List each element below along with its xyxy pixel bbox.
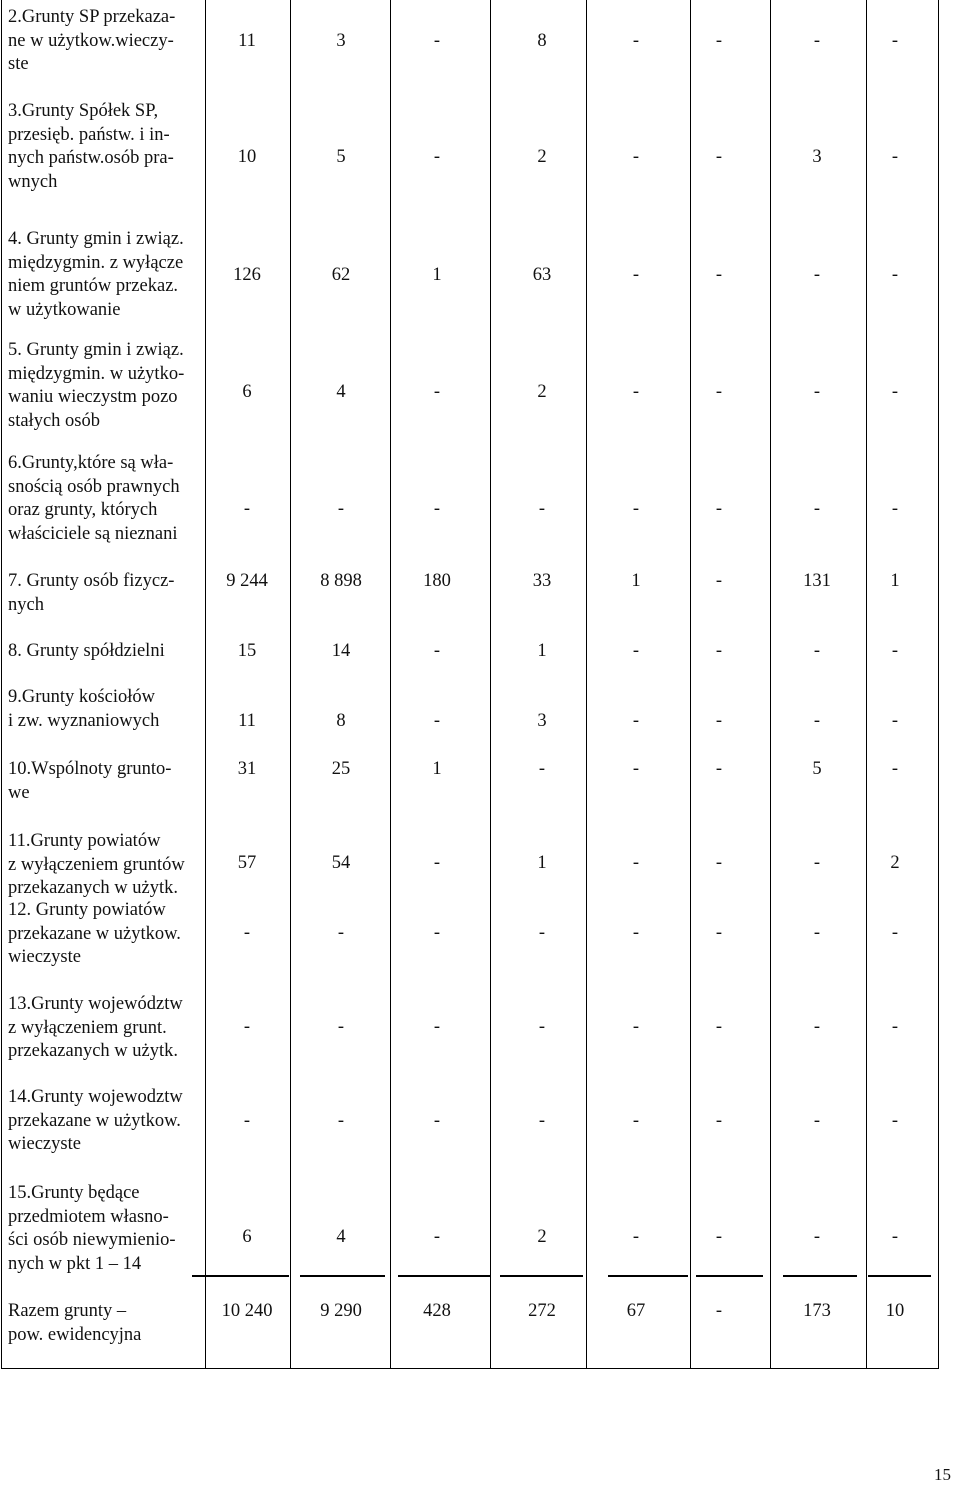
row-label: 7. Grunty osób fizycz- nych — [8, 571, 175, 615]
table-cell: 6 — [242, 382, 252, 402]
table-cell: 2 — [537, 382, 547, 402]
total-cell: 10 240 — [221, 1301, 273, 1321]
table-cell: - — [715, 499, 723, 519]
table-cell: - — [715, 382, 723, 402]
table-cell: - — [813, 1227, 821, 1247]
table-cell: 1 — [537, 641, 547, 661]
table-cell: - — [433, 853, 441, 873]
table-cell: - — [715, 759, 723, 779]
table-column-rule — [690, 0, 691, 1368]
total-cell: 173 — [803, 1301, 831, 1321]
table-cell: - — [715, 923, 723, 943]
table-cell: - — [715, 1017, 723, 1037]
sum-underline — [192, 1275, 289, 1277]
table-column-rule — [866, 0, 867, 1368]
table-cell: 57 — [237, 853, 257, 873]
table-bottom-border — [1, 1368, 939, 1369]
table-cell: - — [813, 499, 821, 519]
table-column-rule — [770, 0, 771, 1368]
table-cell: - — [433, 1017, 441, 1037]
table-cell: - — [337, 499, 345, 519]
table-cell: 10 — [237, 147, 257, 167]
row-label: 4. Grunty gmin i związ. międzygmin. z wyłącze niem gruntów przekaz. w użytkowanie — [8, 229, 184, 320]
total-cell: 10 — [885, 1301, 905, 1321]
table-cell: - — [891, 1227, 899, 1247]
table-cell: - — [243, 1017, 251, 1037]
table-column-rule — [1, 0, 2, 1368]
table-cell: 3 — [537, 711, 547, 731]
table-cell: 1 — [432, 265, 442, 285]
page-number: 15 — [934, 1465, 951, 1484]
table-cell: - — [891, 147, 899, 167]
table-column-rule — [938, 0, 939, 1368]
table-column-rule — [290, 0, 291, 1368]
table-cell: 1 — [432, 759, 442, 779]
table-cell: 1 — [537, 853, 547, 873]
table-cell: 4 — [336, 382, 346, 402]
row-label: 8. Grunty spółdzielni — [8, 641, 165, 661]
table-cell: 11 — [238, 31, 256, 51]
table-cell: - — [243, 1111, 251, 1131]
table-cell: - — [891, 499, 899, 519]
table-cell: 6 — [242, 1227, 252, 1247]
sum-underline — [300, 1275, 385, 1277]
row-label: 14.Grunty wojewodztw przekazane w użytkow. wieczyste — [8, 1087, 183, 1154]
table-cell: - — [891, 265, 899, 285]
row-label: 9.Grunty kościołów i zw. wyznaniowych — [8, 687, 160, 731]
table-cell: - — [433, 1227, 441, 1247]
table-column-rule — [390, 0, 391, 1368]
table-cell: 11 — [238, 711, 256, 731]
row-label: 11.Grunty powiatów z wyłączeniem gruntów przekazanych w użytk. — [8, 831, 185, 898]
table-cell: - — [813, 923, 821, 943]
sum-underline — [868, 1275, 931, 1277]
table-cell: - — [715, 147, 723, 167]
row-label: 13.Grunty województw z wyłączeniem grunt. przekazanych w użytk. — [8, 994, 183, 1061]
table-cell: - — [632, 499, 640, 519]
table-cell: - — [243, 923, 251, 943]
table-cell: - — [538, 499, 546, 519]
table-cell: 14 — [331, 641, 351, 661]
table-cell: - — [632, 1111, 640, 1131]
total-row-label: Razem grunty – pow. ewidencyjna — [8, 1301, 142, 1345]
table-cell: - — [337, 1111, 345, 1131]
total-cell: 272 — [528, 1301, 556, 1321]
row-label: 15.Grunty będące przedmiotem własno- ści osób niewymienio- nych w pkt 1 – 14 — [8, 1183, 176, 1274]
sum-underline — [608, 1275, 688, 1277]
total-cell: 428 — [423, 1301, 451, 1321]
table-column-rule — [586, 0, 587, 1368]
table-cell: - — [891, 641, 899, 661]
table-cell: - — [433, 147, 441, 167]
table-cell: - — [538, 923, 546, 943]
table-cell: 8 898 — [320, 571, 362, 591]
table-cell: 2 — [537, 1227, 547, 1247]
sum-underline — [783, 1275, 857, 1277]
table-cell: 3 — [336, 31, 346, 51]
sum-underline — [398, 1275, 490, 1277]
table-cell: 4 — [336, 1227, 346, 1247]
table-cell: - — [813, 1111, 821, 1131]
table-cell: - — [715, 641, 723, 661]
table-cell: - — [813, 711, 821, 731]
table-cell: 126 — [233, 265, 261, 285]
table-cell: - — [715, 1111, 723, 1131]
table-cell: - — [813, 265, 821, 285]
row-label: 5. Grunty gmin i związ. międzygmin. w użytko- waniu wieczystm pozo stałych osób — [8, 340, 185, 431]
table-cell: - — [433, 923, 441, 943]
table-cell: - — [891, 759, 899, 779]
table-cell: - — [632, 1227, 640, 1247]
total-cell: 67 — [626, 1301, 646, 1321]
table-cell: - — [433, 1111, 441, 1131]
table-cell: - — [715, 571, 723, 591]
table-cell: - — [632, 31, 640, 51]
table-cell: 15 — [237, 641, 257, 661]
table-cell: - — [891, 382, 899, 402]
table-cell: 8 — [537, 31, 547, 51]
table-cell: - — [538, 1017, 546, 1037]
table-cell: 33 — [532, 571, 552, 591]
table-cell: 131 — [803, 571, 831, 591]
table-cell: 5 — [336, 147, 346, 167]
table-cell: - — [813, 1017, 821, 1037]
table-cell: - — [538, 1111, 546, 1131]
table-cell: 9 244 — [226, 571, 268, 591]
table-cell: - — [632, 265, 640, 285]
table-cell: - — [632, 1017, 640, 1037]
table-cell: - — [632, 711, 640, 731]
table-cell: - — [891, 1111, 899, 1131]
table-column-rule — [490, 0, 491, 1368]
table-cell: - — [243, 499, 251, 519]
table-cell: - — [433, 382, 441, 402]
table-cell: - — [433, 711, 441, 731]
table-cell: 180 — [423, 571, 451, 591]
sum-underline — [696, 1275, 763, 1277]
total-cell: - — [715, 1301, 723, 1321]
table-cell: - — [813, 853, 821, 873]
sum-underline — [500, 1275, 583, 1277]
table-cell: - — [891, 923, 899, 943]
table-cell: - — [891, 1017, 899, 1037]
table-cell: - — [715, 31, 723, 51]
table-cell: - — [632, 923, 640, 943]
table-cell: 2 — [537, 147, 547, 167]
table-cell: - — [632, 382, 640, 402]
row-label: 12. Grunty powiatów przekazane w użytkow. wieczyste — [8, 900, 181, 967]
table-cell: - — [433, 499, 441, 519]
table-cell: - — [632, 641, 640, 661]
table-cell: - — [337, 1017, 345, 1037]
table-column-rule — [205, 0, 206, 1368]
table-cell: - — [632, 147, 640, 167]
table-cell: 8 — [336, 711, 346, 731]
table-cell: - — [632, 853, 640, 873]
table-cell: 31 — [237, 759, 257, 779]
table-cell: - — [813, 382, 821, 402]
row-label: 2.Grunty SP przekaza- ne w użytkow.wieczy- ste — [8, 7, 176, 74]
table-cell: 3 — [812, 147, 822, 167]
row-label: 3.Grunty Spółek SP, przesięb. państw. i in- nych państw.osób pra- wnych — [8, 101, 174, 192]
table-cell: - — [337, 923, 345, 943]
table-cell: - — [632, 759, 640, 779]
table-cell: 1 — [631, 571, 641, 591]
table-cell: 1 — [890, 571, 900, 591]
table-cell: - — [715, 711, 723, 731]
table-cell: - — [813, 641, 821, 661]
table-cell: - — [433, 31, 441, 51]
table-cell: 63 — [532, 265, 552, 285]
table-cell: - — [433, 641, 441, 661]
table-cell: - — [538, 759, 546, 779]
table-cell: - — [891, 711, 899, 731]
total-cell: 9 290 — [320, 1301, 362, 1321]
table-cell: 2 — [890, 853, 900, 873]
table-cell: - — [891, 31, 899, 51]
row-label: 6.Grunty,które są wła- snością osób prawnych oraz grunty, których właściciele są nieznani — [8, 453, 180, 544]
table-cell: - — [715, 853, 723, 873]
row-label: 10.Wspólnoty grunto- we — [8, 759, 172, 803]
table-cell: - — [715, 1227, 723, 1247]
table-cell: - — [813, 31, 821, 51]
table-cell: 25 — [331, 759, 351, 779]
table-cell: 62 — [331, 265, 351, 285]
table-cell: - — [715, 265, 723, 285]
table-cell: 54 — [331, 853, 351, 873]
table-cell: 5 — [812, 759, 822, 779]
